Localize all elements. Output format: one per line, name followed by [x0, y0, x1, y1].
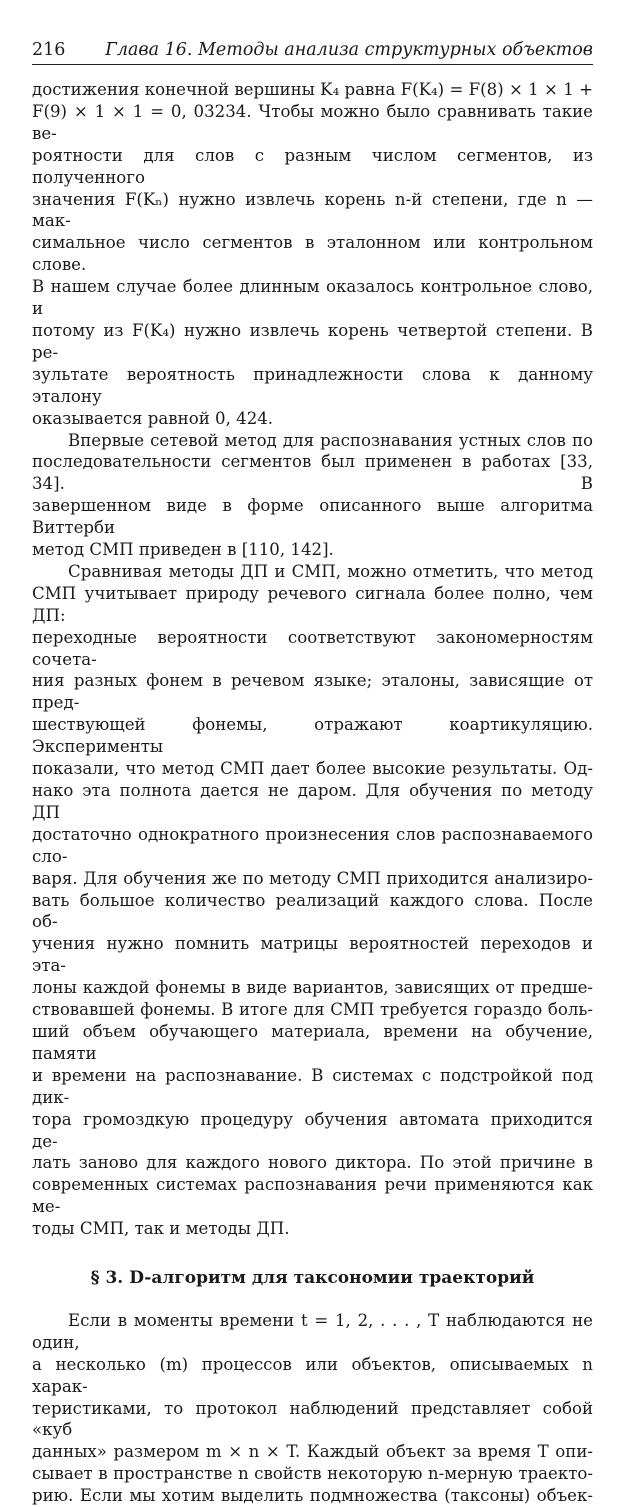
text-line: лать заново для каждого нового диктора. По этой причине в: [32, 1153, 593, 1173]
text-line: показали, что метод СМП дает более высокие результаты. Од-: [32, 759, 593, 779]
text-line: шествующей фонемы, отражают коартикуляцию. Эксперименты: [32, 715, 593, 757]
text-line: современных системах распознавания речи применяются как ме-: [32, 1175, 593, 1217]
text-line: достаточно однократного произнесения слов распознаваемого сло-: [32, 824, 593, 866]
page-number: 216: [32, 40, 66, 60]
text-line: Сравнивая методы ДП и СМП, можно отметить, что метод: [68, 561, 593, 581]
text-line: нако эта полнота дается не даром. Для обучения по методу ДП: [32, 781, 593, 822]
text-line: завершенном виде в форме описанного выше алгоритма Виттерби: [32, 496, 593, 538]
text-line: тоды СМП, так и методы ДП.: [32, 1219, 290, 1239]
text-line: учения нужно помнить матрицы вероятностей переходов и эта-: [32, 934, 593, 976]
section-paragraph: [32, 1310, 593, 1507]
text-line: Впервые сетевой метод для распознавания устных слов по: [68, 430, 593, 450]
text-line: а несколько (m) процессов или объектов, описываемых n харак-: [32, 1354, 593, 1396]
text-line: F(9) × 1 × 1 = 0, 03234. Чтобы можно было сравнивать такие ве-: [32, 101, 593, 143]
text-line: потому из F(K₄) нужно извлечь корень четвертой степени. В ре-: [32, 320, 593, 362]
text-line: достижения конечной вершины K₄ равна F(K₄) = F(8) × 1 × 1 +: [32, 80, 593, 99]
text-line: сывает в пространстве n свойств некоторую n-мерную траекто-: [32, 1464, 593, 1484]
text-line: роятности для слов с разным числом сегментов, из полученного: [32, 145, 593, 187]
text-line: оказывается равной 0, 424.: [32, 408, 274, 428]
book-page: [32, 40, 593, 1507]
section-number: § 3.: [90, 1268, 124, 1289]
text-line: ствовавшей фонемы. В итоге для СМП требуется гораздо боль-: [32, 1000, 593, 1020]
text-line: зультате вероятность принадлежности слова к данному эталону: [32, 364, 593, 406]
text-line: Если в моменты времени t = 1, 2, . . . , T наблюдаются не один,: [32, 1310, 593, 1352]
text-line: ния разных фонем в речевом языке; эталоны, зависящие от пред-: [32, 671, 593, 713]
section-title: D-алгоритм для таксономии траекторий: [129, 1268, 535, 1289]
text-line: данных» размером m × n × T. Каждый объект за время T опи-: [32, 1442, 593, 1462]
paragraph-1: [32, 79, 593, 430]
text-line: СМП учитывает природу речевого сигнала более полно, чем ДП:: [32, 583, 593, 625]
section-heading: [32, 1268, 593, 1290]
paragraph-2: [32, 430, 593, 561]
text-line: В нашем случае более длинным оказалось контрольное слово, и: [32, 277, 593, 319]
text-line: лоны каждой фонемы в виде вариантов, зависящих от предше-: [32, 978, 593, 998]
text-line: ший объем обучающего материала, времени на обучение, памяти: [32, 1021, 593, 1063]
text-line: последовательности сегментов был применен в работах [33, 34]. В: [32, 452, 593, 494]
running-title: Глава 16. Методы анализа структурных объектов: [105, 40, 593, 60]
text-line: теристиками, то протокол наблюдений представляет собой «куб: [32, 1398, 593, 1440]
main-text: [32, 79, 593, 1507]
text-line: метод СМП приведен в [110, 142].: [32, 540, 334, 560]
text-line: вать большое количество реализаций каждого слова. После об-: [32, 890, 593, 932]
text-line: переходные вероятности соответствуют закономерностям сочета-: [32, 627, 593, 669]
text-line: симальное число сегментов в эталонном или контрольном слове.: [32, 233, 593, 275]
text-line: и времени на распознавание. В системах с подстройкой под дик-: [32, 1065, 593, 1107]
paragraph-3: [32, 561, 593, 1240]
text-line: значения F(Kₙ) нужно извлечь корень n-й степени, где n — мак-: [32, 189, 593, 231]
text-line: тора громоздкую процедуру обучения автомата приходится де-: [32, 1109, 593, 1151]
text-line: варя. Для обучения же по методу СМП приходится анализиро-: [32, 868, 593, 888]
running-header: [32, 40, 593, 65]
text-line: рию. Если мы хотим выделить подмножества (таксоны) объек-: [32, 1486, 593, 1506]
